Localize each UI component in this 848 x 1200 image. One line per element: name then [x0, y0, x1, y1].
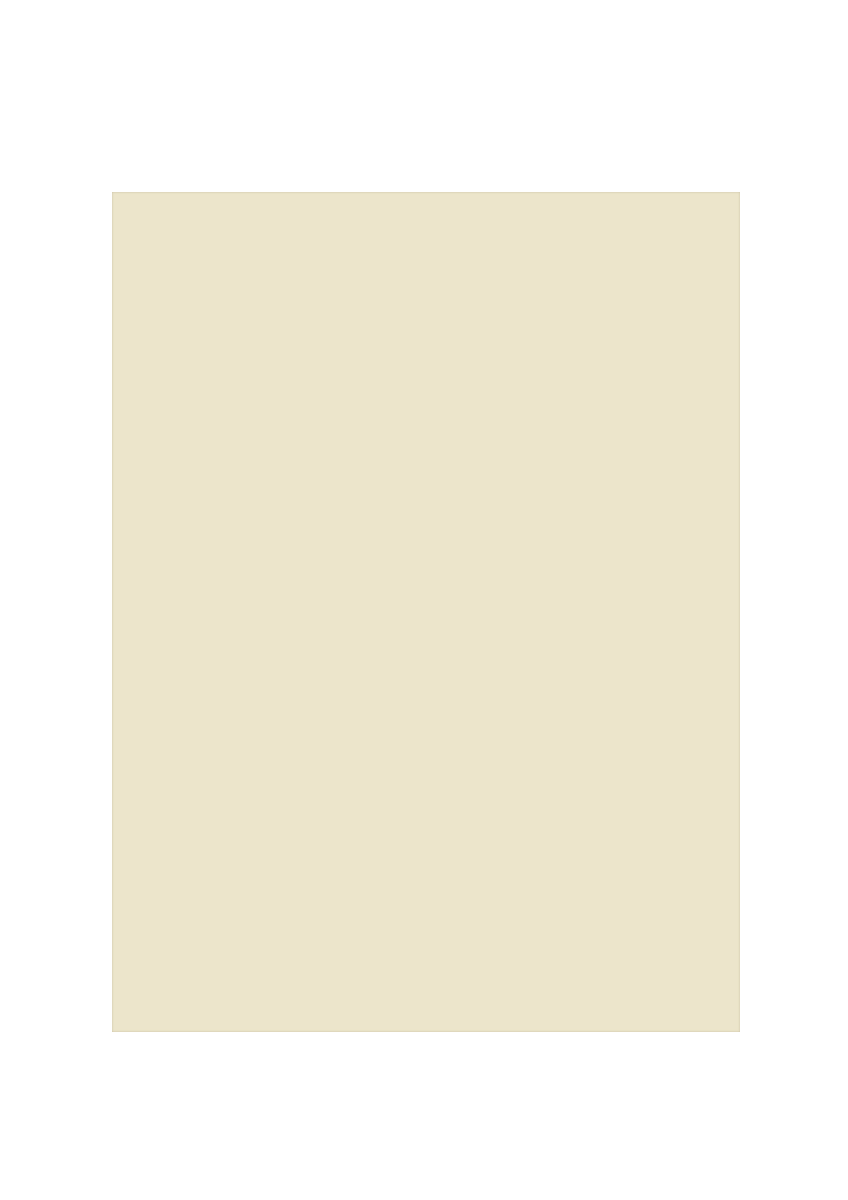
document-page [112, 192, 740, 1032]
